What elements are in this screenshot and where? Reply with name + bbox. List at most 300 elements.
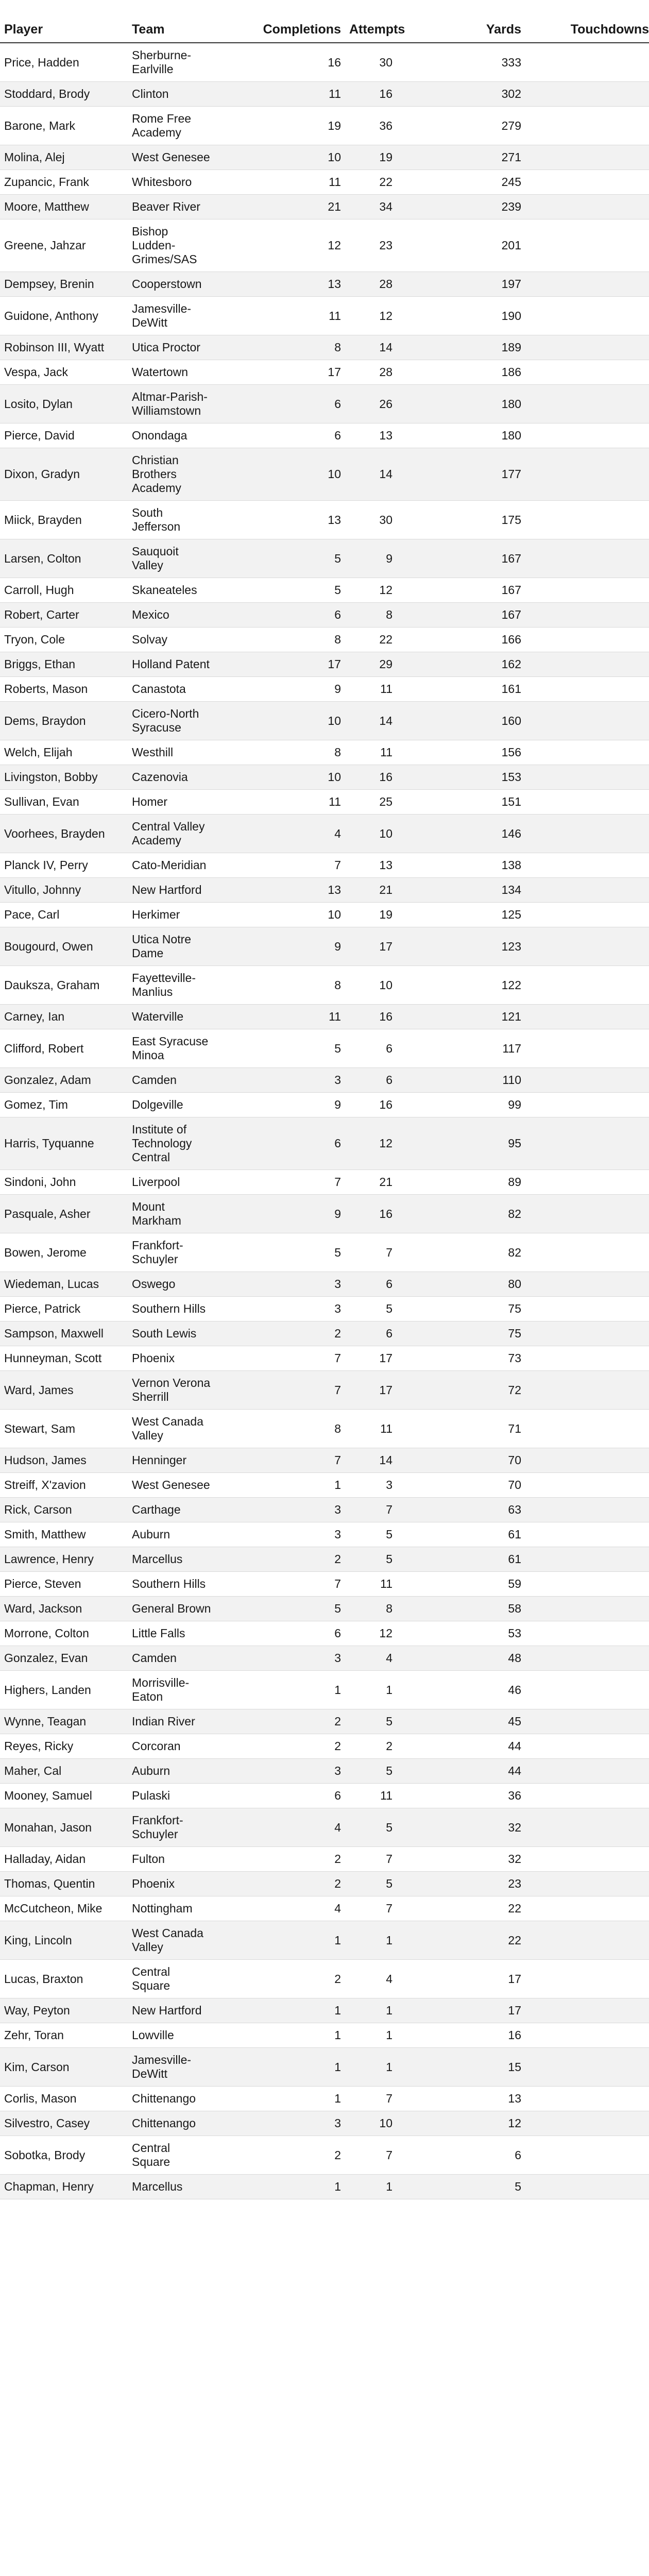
player-cell: Sindoni, John bbox=[0, 1170, 128, 1195]
touchdowns-cell bbox=[525, 448, 649, 501]
attempts-cell: 11 bbox=[345, 677, 397, 702]
player-cell: Wynne, Teagan bbox=[0, 1709, 128, 1734]
team-cell: Christian Brothers Academy bbox=[128, 448, 215, 501]
team-cell: Indian River bbox=[128, 1709, 215, 1734]
touchdowns-cell bbox=[525, 501, 649, 539]
yards-cell: 44 bbox=[397, 1734, 525, 1759]
completions-cell: 1 bbox=[215, 1921, 345, 1960]
yards-cell: 44 bbox=[397, 1759, 525, 1784]
touchdowns-cell bbox=[525, 272, 649, 297]
team-cell: Homer bbox=[128, 790, 215, 815]
table-row bbox=[0, 702, 649, 740]
team-cell: New Hartford bbox=[128, 878, 215, 903]
completions-cell: 13 bbox=[215, 501, 345, 539]
yards-cell: 134 bbox=[397, 878, 525, 903]
attempts-cell: 5 bbox=[345, 1872, 397, 1896]
yards-cell: 16 bbox=[397, 2023, 525, 2048]
yards-cell: 175 bbox=[397, 501, 525, 539]
team-cell: Liverpool bbox=[128, 1170, 215, 1195]
attempts-cell: 7 bbox=[345, 1498, 397, 1522]
table-row bbox=[0, 2048, 649, 2087]
team-cell: Marcellus bbox=[128, 2175, 215, 2199]
touchdowns-cell bbox=[525, 170, 649, 195]
passing-stats-table bbox=[0, 14, 649, 2199]
attempts-cell: 21 bbox=[345, 1170, 397, 1195]
table-row bbox=[0, 652, 649, 677]
column-header-player[interactable]: Player bbox=[0, 14, 128, 43]
touchdowns-cell bbox=[525, 927, 649, 966]
attempts-cell: 17 bbox=[345, 1371, 397, 1410]
attempts-cell: 14 bbox=[345, 448, 397, 501]
touchdowns-cell bbox=[525, 335, 649, 360]
yards-cell: 58 bbox=[397, 1597, 525, 1621]
yards-cell: 160 bbox=[397, 702, 525, 740]
attempts-cell: 22 bbox=[345, 170, 397, 195]
touchdowns-cell bbox=[525, 1272, 649, 1297]
table-row bbox=[0, 578, 649, 603]
player-cell: Bougourd, Owen bbox=[0, 927, 128, 966]
attempts-cell: 10 bbox=[345, 815, 397, 853]
completions-cell: 2 bbox=[215, 1321, 345, 1346]
team-cell: Oswego bbox=[128, 1272, 215, 1297]
player-cell: Welch, Elijah bbox=[0, 740, 128, 765]
team-cell: Southern Hills bbox=[128, 1297, 215, 1321]
player-cell: Dixon, Gradyn bbox=[0, 448, 128, 501]
table-row bbox=[0, 1371, 649, 1410]
completions-cell: 2 bbox=[215, 1734, 345, 1759]
table-row bbox=[0, 927, 649, 966]
player-cell: Stewart, Sam bbox=[0, 1410, 128, 1448]
yards-cell: 32 bbox=[397, 1847, 525, 1872]
touchdowns-cell bbox=[525, 740, 649, 765]
team-cell: Phoenix bbox=[128, 1872, 215, 1896]
column-header-yards[interactable]: Yards bbox=[397, 14, 525, 43]
attempts-cell: 22 bbox=[345, 628, 397, 652]
completions-cell: 6 bbox=[215, 1784, 345, 1808]
attempts-cell: 11 bbox=[345, 740, 397, 765]
yards-cell: 153 bbox=[397, 765, 525, 790]
touchdowns-cell bbox=[525, 578, 649, 603]
table-row bbox=[0, 297, 649, 335]
team-cell: Canastota bbox=[128, 677, 215, 702]
yards-cell: 271 bbox=[397, 145, 525, 170]
table-body bbox=[0, 43, 649, 2199]
header-row bbox=[0, 14, 649, 43]
touchdowns-cell bbox=[525, 1522, 649, 1547]
player-cell: Pierce, Steven bbox=[0, 1572, 128, 1597]
completions-cell: 5 bbox=[215, 1029, 345, 1068]
team-cell: Central Square bbox=[128, 1960, 215, 1998]
touchdowns-cell bbox=[525, 603, 649, 628]
touchdowns-cell bbox=[525, 145, 649, 170]
completions-cell: 10 bbox=[215, 765, 345, 790]
player-cell: Corlis, Mason bbox=[0, 2087, 128, 2111]
completions-cell: 6 bbox=[215, 1117, 345, 1170]
touchdowns-cell bbox=[525, 1029, 649, 1068]
player-cell: Clifford, Robert bbox=[0, 1029, 128, 1068]
touchdowns-cell bbox=[525, 853, 649, 878]
player-cell: Miick, Brayden bbox=[0, 501, 128, 539]
player-cell: Planck IV, Perry bbox=[0, 853, 128, 878]
team-cell: East Syracuse Minoa bbox=[128, 1029, 215, 1068]
player-cell: Greene, Jahzar bbox=[0, 219, 128, 272]
touchdowns-cell bbox=[525, 1808, 649, 1847]
yards-cell: 110 bbox=[397, 1068, 525, 1093]
table-row bbox=[0, 539, 649, 578]
touchdowns-cell bbox=[525, 652, 649, 677]
touchdowns-cell bbox=[525, 360, 649, 385]
completions-cell: 21 bbox=[215, 195, 345, 219]
attempts-cell: 5 bbox=[345, 1808, 397, 1847]
attempts-cell: 12 bbox=[345, 1117, 397, 1170]
touchdowns-cell bbox=[525, 1371, 649, 1410]
player-cell: Sobotka, Brody bbox=[0, 2136, 128, 2175]
completions-cell: 6 bbox=[215, 423, 345, 448]
team-cell: Marcellus bbox=[128, 1547, 215, 1572]
completions-cell: 2 bbox=[215, 2136, 345, 2175]
attempts-cell: 10 bbox=[345, 966, 397, 1005]
team-cell: Auburn bbox=[128, 1522, 215, 1547]
team-cell: Skaneateles bbox=[128, 578, 215, 603]
completions-cell: 11 bbox=[215, 82, 345, 107]
touchdowns-cell bbox=[525, 2048, 649, 2087]
table-row bbox=[0, 878, 649, 903]
touchdowns-cell bbox=[525, 2111, 649, 2136]
player-cell: Pasquale, Asher bbox=[0, 1195, 128, 1233]
table-row bbox=[0, 195, 649, 219]
team-cell: Mount Markham bbox=[128, 1195, 215, 1233]
completions-cell: 7 bbox=[215, 1448, 345, 1473]
table-row bbox=[0, 1068, 649, 1093]
table-row bbox=[0, 1621, 649, 1646]
touchdowns-cell bbox=[525, 1671, 649, 1709]
attempts-cell: 16 bbox=[345, 82, 397, 107]
table-row bbox=[0, 423, 649, 448]
attempts-cell: 6 bbox=[345, 1272, 397, 1297]
table-row bbox=[0, 335, 649, 360]
yards-cell: 23 bbox=[397, 1872, 525, 1896]
team-cell: Utica Notre Dame bbox=[128, 927, 215, 966]
table-row bbox=[0, 1896, 649, 1921]
table-row bbox=[0, 1195, 649, 1233]
team-cell: Cazenovia bbox=[128, 765, 215, 790]
team-cell: Cato-Meridian bbox=[128, 853, 215, 878]
table-row bbox=[0, 790, 649, 815]
touchdowns-cell bbox=[525, 1547, 649, 1572]
attempts-cell: 34 bbox=[345, 195, 397, 219]
team-cell: Frankfort-Schuyler bbox=[128, 1808, 215, 1847]
team-cell: Jamesville-DeWitt bbox=[128, 297, 215, 335]
team-cell: Henninger bbox=[128, 1448, 215, 1473]
player-cell: Wiedeman, Lucas bbox=[0, 1272, 128, 1297]
yards-cell: 122 bbox=[397, 966, 525, 1005]
team-cell: Carthage bbox=[128, 1498, 215, 1522]
player-cell: Lucas, Braxton bbox=[0, 1960, 128, 1998]
completions-cell: 1 bbox=[215, 1473, 345, 1498]
yards-cell: 117 bbox=[397, 1029, 525, 1068]
completions-cell: 5 bbox=[215, 578, 345, 603]
player-cell: Barone, Mark bbox=[0, 107, 128, 145]
attempts-cell: 1 bbox=[345, 2023, 397, 2048]
attempts-cell: 10 bbox=[345, 2111, 397, 2136]
yards-cell: 239 bbox=[397, 195, 525, 219]
touchdowns-cell bbox=[525, 1597, 649, 1621]
team-cell: Solvay bbox=[128, 628, 215, 652]
table-row bbox=[0, 740, 649, 765]
player-cell: King, Lincoln bbox=[0, 1921, 128, 1960]
attempts-cell: 25 bbox=[345, 790, 397, 815]
table-row bbox=[0, 1005, 649, 1029]
touchdowns-cell bbox=[525, 2087, 649, 2111]
touchdowns-cell bbox=[525, 1572, 649, 1597]
team-cell: Bishop Ludden-Grimes/SAS bbox=[128, 219, 215, 272]
table-row bbox=[0, 1960, 649, 1998]
touchdowns-cell bbox=[525, 1759, 649, 1784]
yards-cell: 48 bbox=[397, 1646, 525, 1671]
attempts-cell: 13 bbox=[345, 423, 397, 448]
player-cell: Monahan, Jason bbox=[0, 1808, 128, 1847]
touchdowns-cell bbox=[525, 878, 649, 903]
attempts-cell: 7 bbox=[345, 1847, 397, 1872]
player-cell: Morrone, Colton bbox=[0, 1621, 128, 1646]
table-row bbox=[0, 1646, 649, 1671]
yards-cell: 302 bbox=[397, 82, 525, 107]
yards-cell: 189 bbox=[397, 335, 525, 360]
player-cell: Hunneyman, Scott bbox=[0, 1346, 128, 1371]
attempts-cell: 6 bbox=[345, 1029, 397, 1068]
team-cell: Utica Proctor bbox=[128, 335, 215, 360]
touchdowns-cell bbox=[525, 1960, 649, 1998]
completions-cell: 1 bbox=[215, 1998, 345, 2023]
completions-cell: 7 bbox=[215, 1170, 345, 1195]
touchdowns-cell bbox=[525, 765, 649, 790]
yards-cell: 138 bbox=[397, 853, 525, 878]
completions-cell: 7 bbox=[215, 853, 345, 878]
table-row bbox=[0, 1921, 649, 1960]
yards-cell: 186 bbox=[397, 360, 525, 385]
column-header-attempts[interactable]: Attempts bbox=[345, 14, 397, 43]
player-cell: Chapman, Henry bbox=[0, 2175, 128, 2199]
table-row bbox=[0, 385, 649, 423]
yards-cell: 45 bbox=[397, 1709, 525, 1734]
player-cell: Roberts, Mason bbox=[0, 677, 128, 702]
attempts-cell: 9 bbox=[345, 539, 397, 578]
player-cell: Ward, James bbox=[0, 1371, 128, 1410]
yards-cell: 36 bbox=[397, 1784, 525, 1808]
attempts-cell: 30 bbox=[345, 43, 397, 82]
completions-cell: 10 bbox=[215, 702, 345, 740]
player-cell: Thomas, Quentin bbox=[0, 1872, 128, 1896]
yards-cell: 12 bbox=[397, 2111, 525, 2136]
completions-cell: 8 bbox=[215, 740, 345, 765]
touchdowns-cell bbox=[525, 1646, 649, 1671]
player-cell: Pace, Carl bbox=[0, 903, 128, 927]
team-cell: General Brown bbox=[128, 1597, 215, 1621]
yards-cell: 6 bbox=[397, 2136, 525, 2175]
player-cell: Dems, Braydon bbox=[0, 702, 128, 740]
player-cell: Guidone, Anthony bbox=[0, 297, 128, 335]
attempts-cell: 5 bbox=[345, 1547, 397, 1572]
completions-cell: 7 bbox=[215, 1572, 345, 1597]
completions-cell: 5 bbox=[215, 1597, 345, 1621]
attempts-cell: 12 bbox=[345, 297, 397, 335]
player-cell: Zehr, Toran bbox=[0, 2023, 128, 2048]
attempts-cell: 28 bbox=[345, 360, 397, 385]
team-cell: South Jefferson bbox=[128, 501, 215, 539]
table-row bbox=[0, 448, 649, 501]
yards-cell: 63 bbox=[397, 1498, 525, 1522]
table-row bbox=[0, 1448, 649, 1473]
table-row bbox=[0, 1093, 649, 1117]
table-row bbox=[0, 1998, 649, 2023]
yards-cell: 156 bbox=[397, 740, 525, 765]
player-cell: Molina, Alej bbox=[0, 145, 128, 170]
team-cell: Sherburne-Earlville bbox=[128, 43, 215, 82]
team-cell: Lowville bbox=[128, 2023, 215, 2048]
yards-cell: 180 bbox=[397, 423, 525, 448]
yards-cell: 13 bbox=[397, 2087, 525, 2111]
touchdowns-cell bbox=[525, 423, 649, 448]
yards-cell: 73 bbox=[397, 1346, 525, 1371]
attempts-cell: 26 bbox=[345, 385, 397, 423]
attempts-cell: 11 bbox=[345, 1410, 397, 1448]
completions-cell: 8 bbox=[215, 628, 345, 652]
yards-cell: 95 bbox=[397, 1117, 525, 1170]
table-row bbox=[0, 1784, 649, 1808]
touchdowns-cell bbox=[525, 815, 649, 853]
table-row bbox=[0, 1671, 649, 1709]
player-cell: Stoddard, Brody bbox=[0, 82, 128, 107]
player-cell: Vespa, Jack bbox=[0, 360, 128, 385]
completions-cell: 1 bbox=[215, 2023, 345, 2048]
column-header-team[interactable]: Team bbox=[128, 14, 215, 43]
touchdowns-cell bbox=[525, 1005, 649, 1029]
yards-cell: 89 bbox=[397, 1170, 525, 1195]
player-cell: Kim, Carson bbox=[0, 2048, 128, 2087]
attempts-cell: 12 bbox=[345, 1621, 397, 1646]
player-cell: Zupancic, Frank bbox=[0, 170, 128, 195]
team-cell: South Lewis bbox=[128, 1321, 215, 1346]
yards-cell: 82 bbox=[397, 1233, 525, 1272]
yards-cell: 61 bbox=[397, 1522, 525, 1547]
yards-cell: 161 bbox=[397, 677, 525, 702]
attempts-cell: 23 bbox=[345, 219, 397, 272]
yards-cell: 245 bbox=[397, 170, 525, 195]
touchdowns-cell bbox=[525, 1170, 649, 1195]
completions-cell: 2 bbox=[215, 1847, 345, 1872]
attempts-cell: 6 bbox=[345, 1068, 397, 1093]
attempts-cell: 12 bbox=[345, 578, 397, 603]
yards-cell: 167 bbox=[397, 539, 525, 578]
team-cell: Central Square bbox=[128, 2136, 215, 2175]
table-row bbox=[0, 966, 649, 1005]
player-cell: Maher, Cal bbox=[0, 1759, 128, 1784]
team-cell: Corcoran bbox=[128, 1734, 215, 1759]
table-row bbox=[0, 1117, 649, 1170]
player-cell: Lawrence, Henry bbox=[0, 1547, 128, 1572]
completions-cell: 19 bbox=[215, 107, 345, 145]
yards-cell: 32 bbox=[397, 1808, 525, 1847]
team-cell: Camden bbox=[128, 1068, 215, 1093]
attempts-cell: 1 bbox=[345, 1998, 397, 2023]
attempts-cell: 16 bbox=[345, 1005, 397, 1029]
table-row bbox=[0, 1572, 649, 1597]
column-header-completions[interactable]: Completions bbox=[215, 14, 345, 43]
team-cell: Southern Hills bbox=[128, 1572, 215, 1597]
yards-cell: 180 bbox=[397, 385, 525, 423]
player-cell: Sampson, Maxwell bbox=[0, 1321, 128, 1346]
completions-cell: 2 bbox=[215, 1547, 345, 1572]
touchdowns-cell bbox=[525, 82, 649, 107]
completions-cell: 4 bbox=[215, 815, 345, 853]
completions-cell: 1 bbox=[215, 2087, 345, 2111]
team-cell: Fulton bbox=[128, 1847, 215, 1872]
table-row bbox=[0, 2175, 649, 2199]
completions-cell: 4 bbox=[215, 1808, 345, 1847]
team-cell: Fayetteville-Manlius bbox=[128, 966, 215, 1005]
team-cell: Vernon Verona Sherrill bbox=[128, 1371, 215, 1410]
yards-cell: 71 bbox=[397, 1410, 525, 1448]
table-row bbox=[0, 1473, 649, 1498]
attempts-cell: 14 bbox=[345, 702, 397, 740]
player-cell: Gonzalez, Evan bbox=[0, 1646, 128, 1671]
completions-cell: 3 bbox=[215, 1297, 345, 1321]
touchdowns-cell bbox=[525, 1734, 649, 1759]
attempts-cell: 5 bbox=[345, 1522, 397, 1547]
column-header-touchdowns[interactable]: Touchdowns bbox=[525, 14, 649, 43]
completions-cell: 17 bbox=[215, 360, 345, 385]
attempts-cell: 21 bbox=[345, 878, 397, 903]
touchdowns-cell bbox=[525, 1093, 649, 1117]
table-row bbox=[0, 903, 649, 927]
team-cell: Rome Free Academy bbox=[128, 107, 215, 145]
attempts-cell: 14 bbox=[345, 1448, 397, 1473]
player-cell: Mooney, Samuel bbox=[0, 1784, 128, 1808]
touchdowns-cell bbox=[525, 702, 649, 740]
touchdowns-cell bbox=[525, 2136, 649, 2175]
completions-cell: 10 bbox=[215, 903, 345, 927]
touchdowns-cell bbox=[525, 966, 649, 1005]
yards-cell: 279 bbox=[397, 107, 525, 145]
touchdowns-cell bbox=[525, 1473, 649, 1498]
attempts-cell: 16 bbox=[345, 1195, 397, 1233]
completions-cell: 11 bbox=[215, 297, 345, 335]
table-row bbox=[0, 603, 649, 628]
player-cell: Bowen, Jerome bbox=[0, 1233, 128, 1272]
table-row bbox=[0, 1498, 649, 1522]
table-row bbox=[0, 1597, 649, 1621]
completions-cell: 13 bbox=[215, 272, 345, 297]
attempts-cell: 1 bbox=[345, 1671, 397, 1709]
completions-cell: 1 bbox=[215, 2048, 345, 2087]
player-cell: Robert, Carter bbox=[0, 603, 128, 628]
attempts-cell: 19 bbox=[345, 903, 397, 927]
yards-cell: 146 bbox=[397, 815, 525, 853]
attempts-cell: 1 bbox=[345, 2048, 397, 2087]
touchdowns-cell bbox=[525, 1068, 649, 1093]
touchdowns-cell bbox=[525, 1297, 649, 1321]
team-cell: Cicero-North Syracuse bbox=[128, 702, 215, 740]
yards-cell: 17 bbox=[397, 1960, 525, 1998]
player-cell: Carroll, Hugh bbox=[0, 578, 128, 603]
completions-cell: 5 bbox=[215, 539, 345, 578]
team-cell: Clinton bbox=[128, 82, 215, 107]
touchdowns-cell bbox=[525, 539, 649, 578]
player-cell: Highers, Landen bbox=[0, 1671, 128, 1709]
team-cell: West Genesee bbox=[128, 145, 215, 170]
touchdowns-cell bbox=[525, 1872, 649, 1896]
player-cell: Reyes, Ricky bbox=[0, 1734, 128, 1759]
